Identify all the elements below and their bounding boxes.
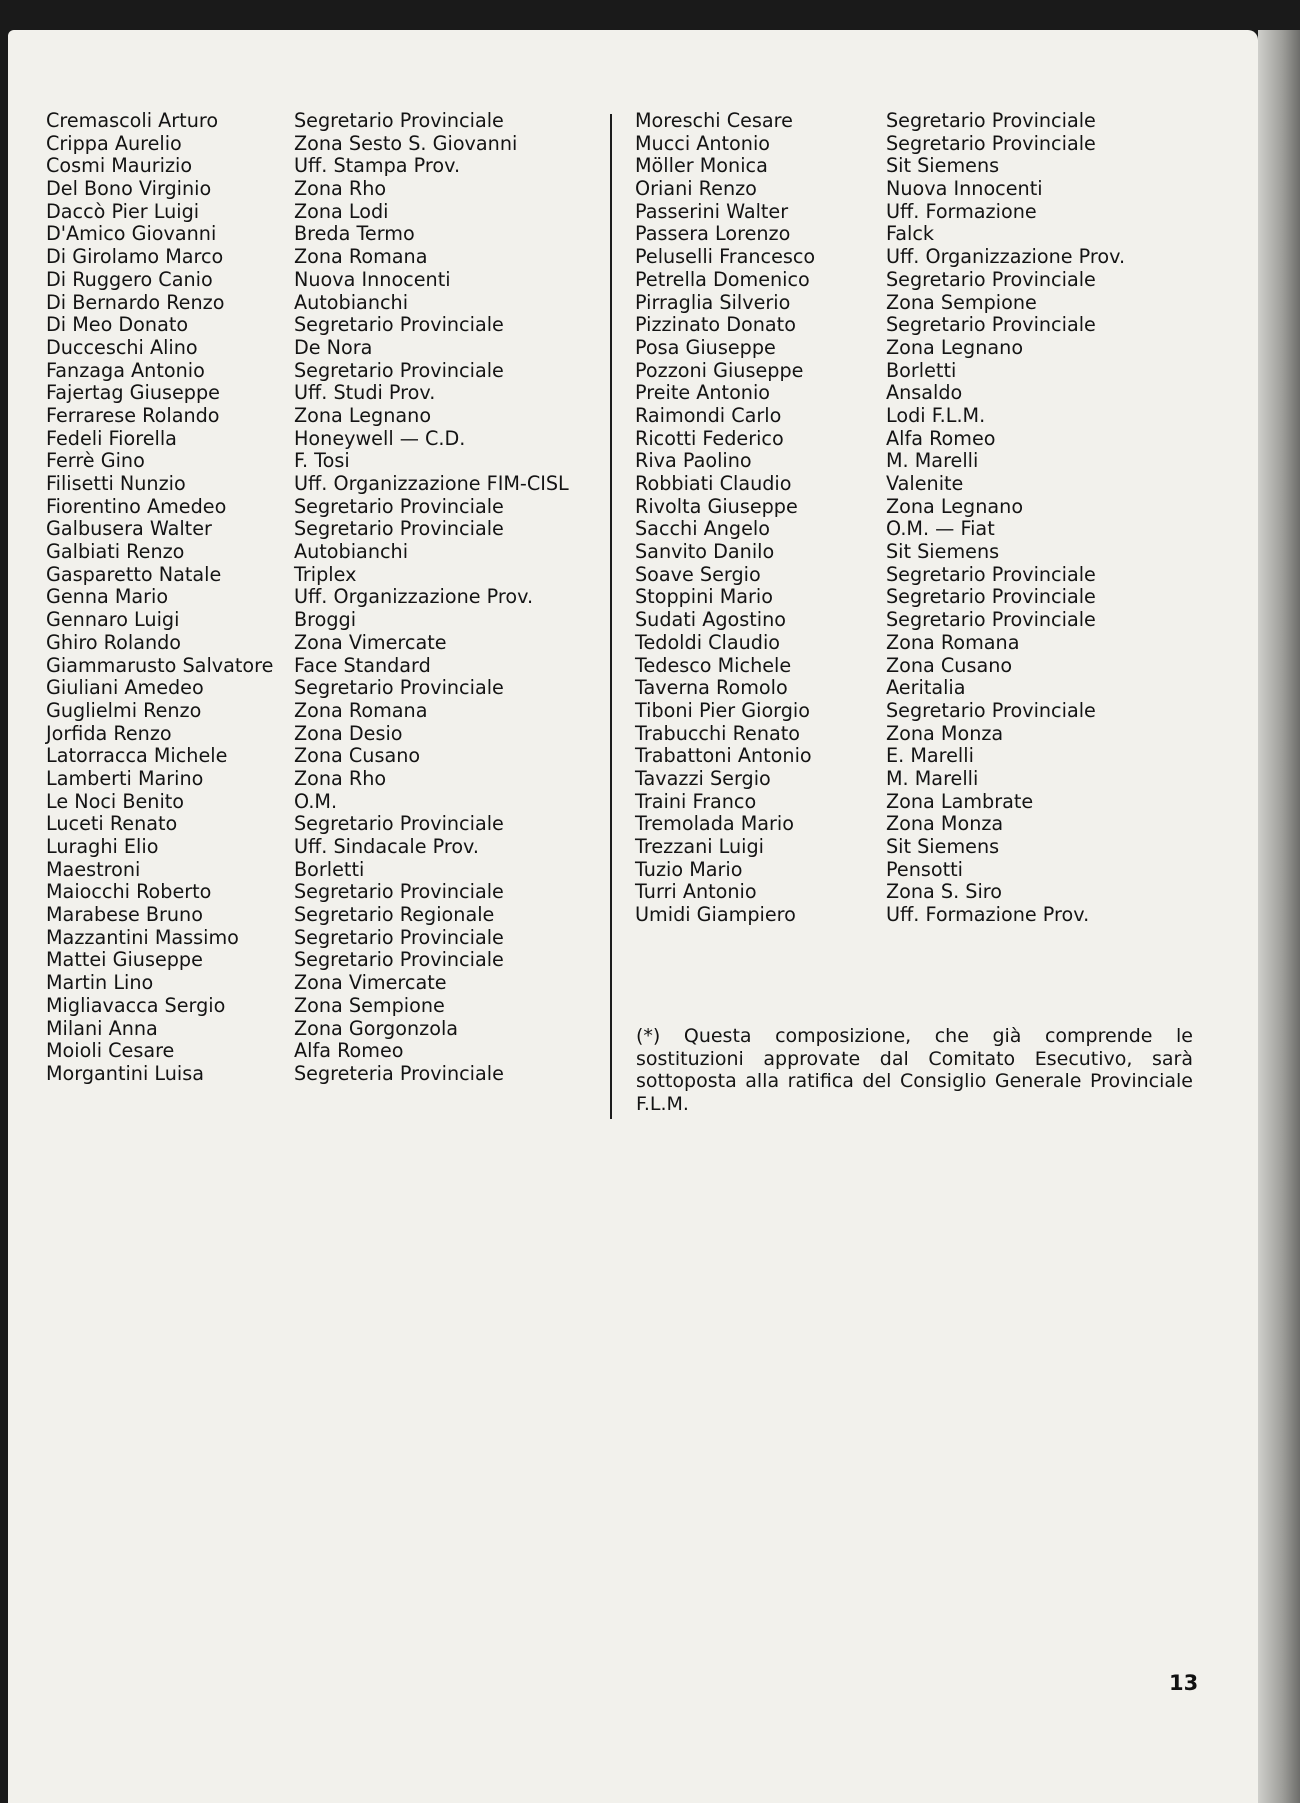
page-number: 13 [1169, 1671, 1199, 1695]
list-item: Di Meo Donato [46, 313, 189, 337]
list-item: Segretario Provinciale [886, 608, 1096, 632]
list-item: Galbusera Walter [46, 517, 212, 541]
list-item: Zona Sempione [294, 993, 445, 1017]
list-item: Robbiati Claudio [635, 472, 792, 495]
list-item: Mazzantini Massimo [46, 925, 239, 949]
list-item: Fajertag Giuseppe [46, 381, 220, 405]
list-item: O.M. — Fiat [886, 517, 995, 541]
list-item: Zona Romana [294, 698, 428, 722]
list-item: Zona Lodi [294, 199, 389, 223]
list-item: Segretario Provinciale [886, 109, 1096, 132]
list-item: M. Marelli [886, 449, 979, 473]
list-item: Segretario Provinciale [294, 494, 504, 518]
list-item: Le Noci Benito [46, 789, 185, 813]
list-item: Ghiro Rolando [46, 630, 182, 654]
list-item: Segretario Provinciale [886, 585, 1096, 609]
list-item: Di Ruggero Canio [46, 267, 213, 291]
list-item: Zona Legnano [886, 494, 1024, 518]
list-item: Zona Lambrate [886, 789, 1034, 813]
list-item: Del Bono Virginio [46, 177, 212, 201]
list-item: Honeywell — C.D. [294, 426, 466, 450]
list-item: Zona Gorgonzola [294, 1016, 459, 1040]
list-item: Zona Rho [294, 177, 387, 201]
list-item: Passerini Walter [635, 199, 789, 223]
list-item: Zona Vimercate [294, 971, 447, 995]
list-item: Crippa Aurelio [46, 131, 182, 155]
list-item: Traini Franco [635, 789, 757, 813]
list-item: Triplex [294, 562, 357, 586]
list-item: Rivolta Giuseppe [635, 494, 798, 518]
list-item: Segretario Provinciale [294, 313, 504, 337]
list-item: Zona Sesto S. Giovanni [294, 131, 518, 155]
list-item: Uff. Organizzazione Prov. [294, 585, 534, 609]
list-item: Segretario Provinciale [886, 698, 1096, 722]
list-item: Ansaldo [886, 381, 963, 405]
list-item: Maiocchi Roberto [46, 880, 212, 904]
list-item: Valenite [886, 472, 964, 495]
list-item: Milani Anna [46, 1016, 158, 1040]
list-item: Segretario Provinciale [294, 358, 504, 382]
list-item: Face Standard [294, 653, 431, 677]
list-item: Nuova Innocenti [294, 267, 451, 291]
list-item: Segretario Provinciale [294, 880, 504, 904]
list-item: Moioli Cesare [46, 1039, 175, 1063]
list-item: Autobianchi [294, 540, 409, 564]
list-item: Uff. Studi Prov. [294, 381, 436, 405]
list-item: Tuzio Mario [635, 857, 743, 881]
list-item: Genna Mario [46, 585, 169, 609]
list-item: Segretario Provinciale [294, 948, 504, 972]
list-item: Guglielmi Renzo [46, 698, 202, 722]
list-item: Marabese Bruno [46, 903, 203, 927]
list-item: Peluselli Francesco [635, 245, 816, 269]
list-item: Tedoldi Claudio [635, 630, 781, 654]
list-item: Alfa Romeo [294, 1039, 404, 1063]
list-item: Borletti [294, 857, 365, 881]
list-item: Fedeli Fiorella [46, 426, 177, 450]
list-item: Lodi F.L.M. [886, 403, 986, 427]
list-item: Maestroni [46, 857, 141, 881]
list-item: Mattei Giuseppe [46, 948, 203, 972]
list-item: F. Tosi [294, 449, 350, 473]
list-item: Segretario Provinciale [294, 925, 504, 949]
list-item: Ferrarese Rolando [46, 403, 220, 427]
list-item: Cosmi Maurizio [46, 154, 193, 178]
list-item: M. Marelli [886, 766, 979, 790]
list-item: Uff. Formazione Prov. [886, 903, 1090, 927]
list-item: Breda Termo [294, 222, 415, 246]
left-affiliations-column [294, 110, 569, 1086]
list-item: Galbiati Renzo [46, 540, 185, 564]
list-item: Sudati Agostino [635, 608, 787, 632]
list-item: Raimondi Carlo [635, 403, 782, 427]
list-item: Segretario Provinciale [294, 812, 504, 836]
list-item: Zona S. Siro [886, 880, 1002, 904]
list-item: D'Amico Giovanni [46, 222, 217, 246]
list-item: E. Marelli [886, 744, 974, 768]
list-item: Sanvito Danilo [635, 540, 775, 564]
list-item: Umidi Giampiero [635, 903, 796, 927]
list-item: Uff. Sindacale Prov. [294, 835, 480, 858]
list-item: Nuova Innocenti [886, 177, 1043, 201]
list-item: Uff. Organizzazione Prov. [886, 245, 1126, 269]
list-item: O.M. [294, 789, 338, 813]
list-item: De Nora [294, 335, 373, 359]
list-item: Pensotti [886, 857, 963, 881]
right-affiliations-column [886, 110, 1125, 927]
list-item: Gennaro Luigi [46, 608, 180, 632]
right-names-column [635, 110, 815, 927]
list-item: Zona Cusano [294, 744, 421, 768]
list-item: Di Girolamo Marco [46, 245, 224, 269]
list-item: Zona Desio [294, 721, 403, 745]
list-item: Borletti [886, 358, 957, 382]
list-item: Sacchi Angelo [635, 517, 770, 541]
list-item: Segretario Provinciale [886, 131, 1096, 155]
list-item: Broggi [294, 608, 357, 632]
list-item: Zona Monza [886, 721, 1004, 745]
list-item: Stoppini Mario [635, 585, 773, 609]
page-edge-shadow [1258, 30, 1300, 1803]
list-item: Segretario Provinciale [294, 109, 504, 132]
list-item: Segretario Provinciale [886, 562, 1096, 586]
list-item: Trabattoni Antonio [635, 744, 812, 768]
list-item: Ferrè Gino [46, 449, 145, 473]
list-item: Tiboni Pier Giorgio [635, 698, 810, 722]
list-item: Segretario Provinciale [886, 267, 1096, 291]
list-item: Moreschi Cesare [635, 109, 793, 132]
list-item: Latorracca Michele [46, 744, 228, 768]
list-item: Falck [886, 222, 935, 246]
list-item: Möller Monica [635, 154, 768, 178]
list-item: Zona Romana [886, 630, 1020, 654]
left-names-column [46, 110, 273, 1086]
list-item: Sit Siemens [886, 835, 1000, 858]
list-item: Uff. Formazione [886, 199, 1037, 223]
list-item: Sit Siemens [886, 154, 1000, 178]
list-item: Luceti Renato [46, 812, 178, 836]
list-item: Riva Paolino [635, 449, 752, 473]
list-item: Zona Vimercate [294, 630, 447, 654]
list-item: Zona Legnano [886, 335, 1024, 359]
column-divider [610, 114, 612, 1119]
list-item: Ricotti Federico [635, 426, 784, 450]
list-item: Di Bernardo Renzo [46, 290, 225, 314]
list-item: Fiorentino Amedeo [46, 494, 227, 518]
list-item: Giuliani Amedeo [46, 676, 204, 700]
list-item: Zona Cusano [886, 653, 1013, 677]
list-item: Aeritalia [886, 676, 966, 700]
list-item: Zona Rho [294, 766, 387, 790]
list-item: Fanzaga Antonio [46, 358, 205, 382]
list-item: Trezzani Luigi [635, 835, 765, 858]
list-item: Segretario Regionale [294, 903, 495, 927]
list-item: Turri Antonio [635, 880, 757, 904]
list-item: Posa Giuseppe [635, 335, 776, 359]
list-item: Zona Legnano [294, 403, 432, 427]
list-item: Zona Sempione [886, 290, 1037, 314]
list-item: Segretario Provinciale [294, 517, 504, 541]
list-item: Trabucchi Renato [635, 721, 801, 745]
list-item: Soave Sergio [635, 562, 761, 586]
list-item: Zona Monza [886, 812, 1004, 836]
list-item: Ducceschi Alino [46, 335, 198, 359]
list-item: Migliavacca Sergio [46, 993, 226, 1017]
list-item: Pozzoni Giuseppe [635, 358, 804, 382]
list-item: Martin Lino [46, 971, 154, 995]
document-page [8, 30, 1258, 1803]
list-item: Oriani Renzo [635, 177, 757, 201]
list-item: Passera Lorenzo [635, 222, 791, 246]
list-item: Segretario Provinciale [294, 676, 504, 700]
list-item: Daccò Pier Luigi [46, 199, 200, 223]
footnote: (*) Questa composizione, che già comprende le sostituzioni approvate dal Comitato Esecutivo, sarà sottoposta alla ratifica del Consiglio Generale Provinciale F.L.M. [636, 1025, 1193, 1115]
list-item: Zona Romana [294, 245, 428, 269]
list-item: Autobianchi [294, 290, 409, 314]
list-item: Pizzinato Donato [635, 313, 796, 337]
list-item: Segretario Provinciale [886, 313, 1096, 337]
list-item: Giammarusto Salvatore [46, 653, 274, 677]
list-item: Uff. Stampa Prov. [294, 154, 461, 178]
list-item: Jorfida Renzo [46, 721, 172, 745]
list-item: Tremolada Mario [635, 812, 794, 836]
list-item: Tavazzi Sergio [635, 766, 771, 790]
list-item: Gasparetto Natale [46, 562, 222, 586]
list-item: Taverna Romolo [635, 676, 788, 700]
list-item: Petrella Domenico [635, 267, 810, 291]
list-item: Segreteria Provinciale [294, 1061, 504, 1085]
list-item: Filisetti Nunzio [46, 472, 186, 495]
list-item: Mucci Antonio [635, 131, 771, 155]
list-item: Lamberti Marino [46, 766, 204, 790]
list-item: Cremascoli Arturo [46, 109, 219, 132]
list-item: Preite Antonio [635, 381, 771, 405]
list-item: Luraghi Elio [46, 835, 159, 858]
list-item: Alfa Romeo [886, 426, 996, 450]
list-item: Pirraglia Silverio [635, 290, 791, 314]
list-item: Morgantini Luisa [46, 1061, 204, 1085]
list-item: Tedesco Michele [635, 653, 792, 677]
list-item: Uff. Organizzazione FIM-CISL [294, 472, 569, 495]
list-item: Sit Siemens [886, 540, 1000, 564]
